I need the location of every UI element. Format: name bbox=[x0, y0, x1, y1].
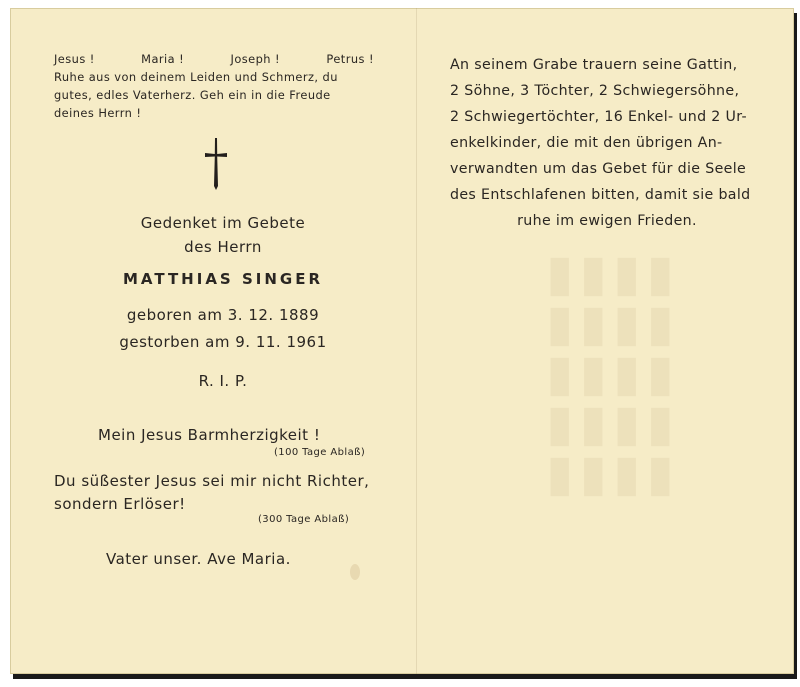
closing-prayer: Vater unser. Ave Maria. bbox=[106, 550, 291, 568]
death-date: gestorben am 9. 11. 1961 bbox=[119, 333, 327, 351]
fold-line bbox=[416, 8, 417, 674]
invocation-petrus: Petrus ! bbox=[326, 52, 374, 66]
prayer-line: deines Herrn ! bbox=[54, 106, 142, 120]
notice-line bbox=[450, 130, 764, 156]
birth-date: geboren am 3. 12. 1889 bbox=[126, 306, 320, 324]
indulgence-note-2: (300 Tage Ablaß) bbox=[258, 514, 350, 525]
prayer-line: Ruhe aus von deinem Leiden und Schmerz, du bbox=[54, 70, 338, 84]
notice-text: enkelkinder, die mit den übrigen An- bbox=[450, 135, 723, 151]
notice-text: 2 Schwiegertöchter, 16 Enkel- und 2 Ur- bbox=[450, 109, 747, 125]
notice-line bbox=[450, 104, 764, 130]
opening-prayer bbox=[54, 50, 374, 122]
invocation-jesus: Jesus ! bbox=[54, 52, 95, 66]
invocation-joseph: Joseph ! bbox=[230, 52, 281, 66]
invocation-line bbox=[54, 50, 374, 68]
notice-line bbox=[450, 52, 764, 78]
notice-text: An seinem Grabe trauern seine Gattin, bbox=[450, 57, 738, 73]
notice-text: verwandten um das Gebet für die Seele bbox=[450, 161, 747, 177]
prayer-mercy: Mein Jesus Barmherzigkeit ! bbox=[98, 426, 321, 444]
remember-line-2: des Herrn bbox=[184, 238, 262, 256]
notice-line bbox=[450, 182, 764, 208]
notice-text: 2 Söhne, 3 Töchter, 2 Schwiegersöhne, bbox=[450, 83, 740, 99]
memorial-card bbox=[10, 8, 794, 674]
paper-stain bbox=[350, 564, 360, 580]
cross-icon bbox=[203, 136, 229, 192]
mourning-notice bbox=[450, 52, 764, 234]
prayer-judge: Du süßester Jesus sei mir nicht Richter, bbox=[54, 472, 370, 490]
notice-text: des Entschlafenen bitten, damit sie bald bbox=[450, 187, 751, 203]
deceased-name: MATTHIAS SINGER bbox=[123, 270, 323, 288]
notice-last-line: ruhe im ewigen Frieden. bbox=[517, 213, 697, 229]
notice-line bbox=[450, 156, 764, 182]
remember-line: Gedenket im Gebete bbox=[140, 214, 306, 232]
indulgence-note-1: (100 Tage Ablaß) bbox=[274, 447, 366, 458]
show-through-watermark: ▮▮▮▮ ▮▮▮▮ ▮▮▮▮ ▮▮▮▮ ▮▮▮▮ bbox=[545, 244, 681, 502]
invocation-maria: Maria ! bbox=[141, 52, 185, 66]
prayer-line: gutes, edles Vaterherz. Geh ein in die Freude bbox=[54, 88, 331, 102]
notice-line bbox=[450, 78, 764, 104]
rip-text: R. I. P. bbox=[198, 372, 248, 390]
prayer-judge-2: sondern Erlöser! bbox=[54, 495, 186, 513]
